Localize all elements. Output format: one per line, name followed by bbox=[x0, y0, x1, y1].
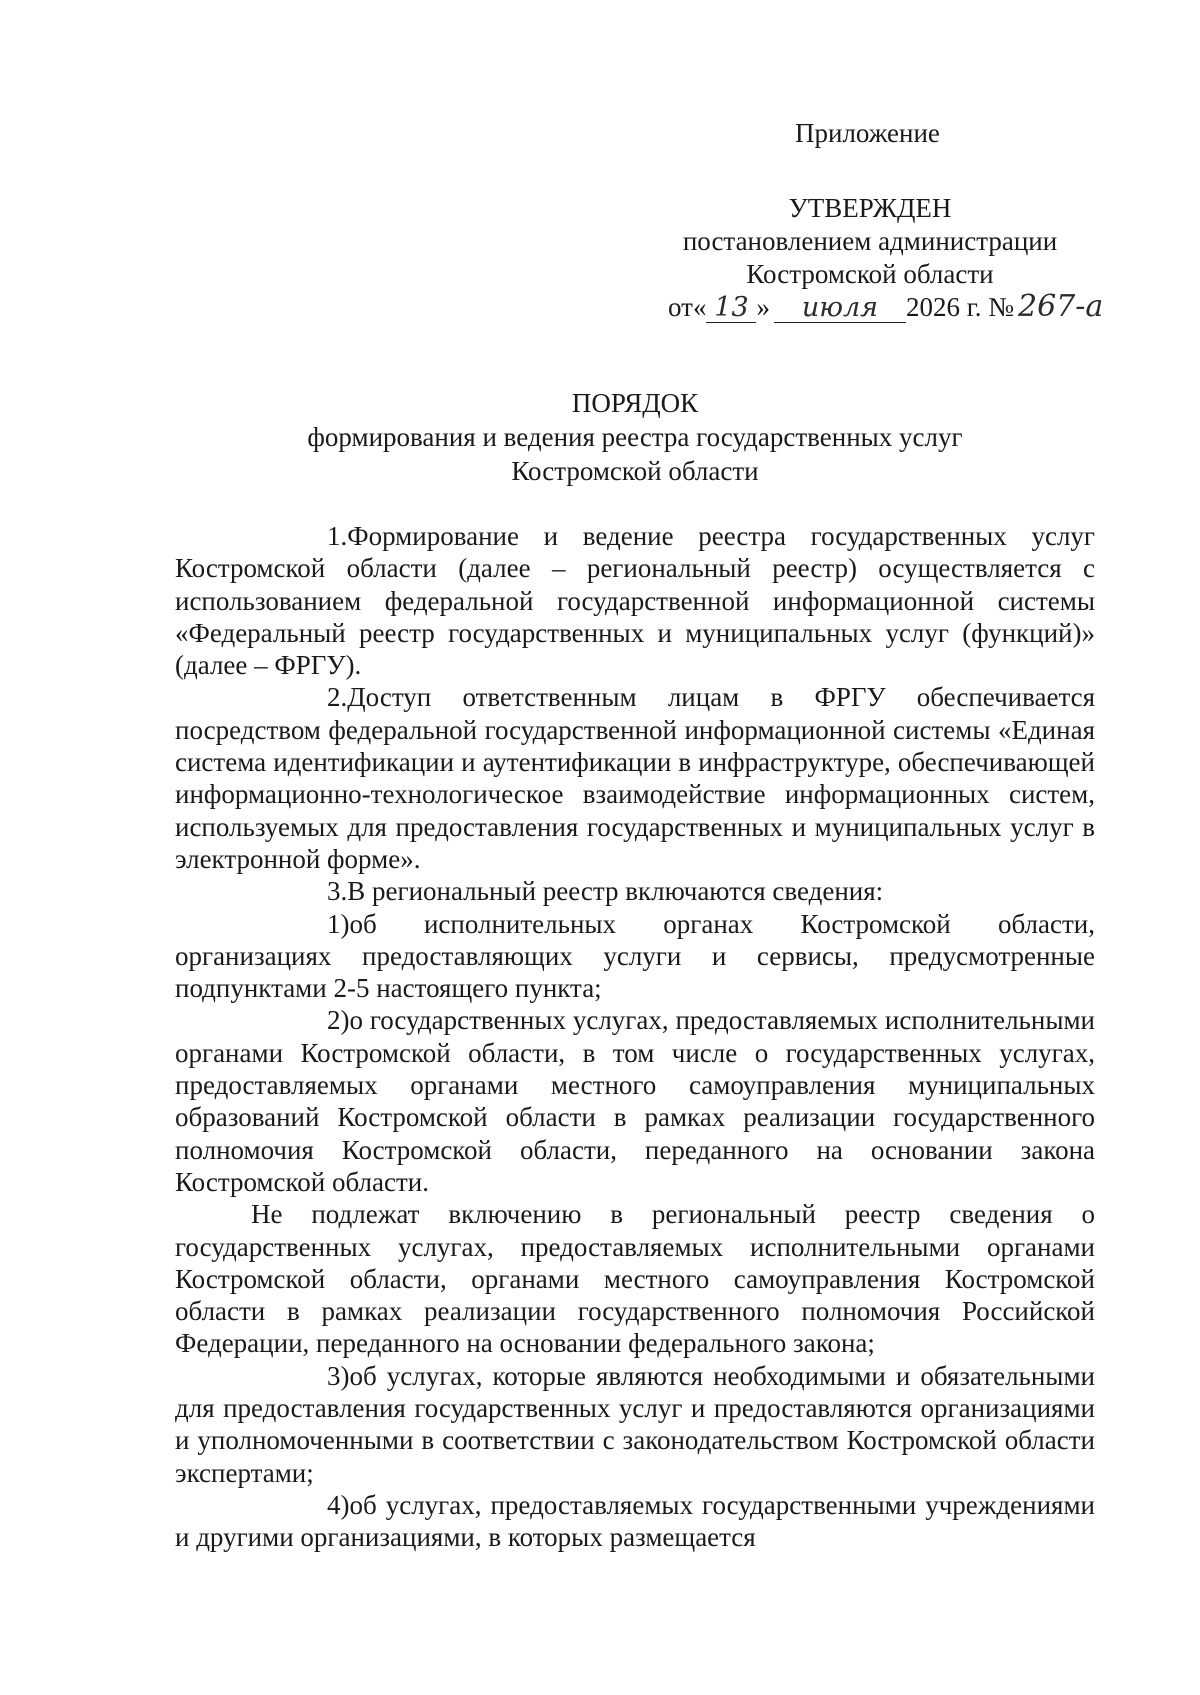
handwritten-month: июля bbox=[774, 294, 906, 323]
date-mid: » bbox=[756, 292, 770, 322]
subitem-3 bbox=[175, 1360, 1095, 1489]
document-title bbox=[175, 386, 1095, 488]
paragraph-number: 1. bbox=[327, 521, 348, 551]
subitem-1 bbox=[175, 908, 1095, 1005]
paragraph-3 bbox=[175, 875, 1095, 907]
handwritten-number: 267-а bbox=[1018, 289, 1104, 324]
subitem-text: об услугах, предоставляемых государственными учреждениями и другими организациями, в которых размещается bbox=[175, 1489, 1095, 1553]
approved-by-line2: Костромской области bbox=[746, 259, 994, 289]
appendix-label: Приложение bbox=[795, 118, 940, 148]
approved-heading: УТВЕРЖДЕН bbox=[788, 193, 952, 223]
paragraph-number: 3. bbox=[327, 876, 348, 907]
approval-block bbox=[660, 192, 1104, 324]
date-year: 2026 г. № bbox=[905, 292, 1014, 322]
handwritten-day: 13 bbox=[706, 294, 756, 323]
paragraph-number: 2. bbox=[327, 682, 348, 713]
date-prefix: от« bbox=[668, 292, 707, 322]
title-main: ПОРЯДОК bbox=[571, 388, 699, 418]
subitem-number: 2) bbox=[327, 1005, 350, 1036]
approval-date-line bbox=[668, 289, 1104, 324]
exclusion-paragraph: Не подлежат включению в региональный реестр сведения о государственных услугах, предоставляемых исполнительными органами Костромской области, органами местного самоуправления Костромской области в рамках реализации государственного полномочия Российской Федерации, переданного на основании федерального закона; bbox=[175, 1199, 1095, 1359]
paragraph-2 bbox=[175, 681, 1095, 875]
subitem-number: 3) bbox=[327, 1360, 350, 1391]
title-sub-line1: формирования и ведения реестра государственных услуг bbox=[307, 422, 963, 452]
title-sub-line2: Костромской области bbox=[511, 456, 759, 486]
subitem-4 bbox=[175, 1489, 1095, 1554]
paragraph-text: Доступ ответственным лицам в ФРГУ обеспечивается посредством федеральной государственной информационной системы «Единая система идентификации и аутентификации в инфраструктуре, обеспечивающей информационно-технологическое взаимодействие информационных систем, используемых для предоставления государственных и муниципальных услуг в электронной форме». bbox=[175, 682, 1095, 874]
approved-by-line1: постановлением администрации bbox=[682, 226, 1058, 256]
paragraph-text: В региональный реестр включаются сведения: bbox=[347, 876, 884, 907]
subitem-number: 4) bbox=[327, 1489, 350, 1520]
paragraph-1 bbox=[175, 520, 1095, 681]
subitem-text: о государственных услугах, предоставляемых исполнительными органами Костромской области, в том числе о государственных услугах, предоставляемых органами местного самоуправления муниципальных образований Костромской области в рамках реализации государственного полномочия Костромской области, переданного на основании закона Костромской области. bbox=[175, 1005, 1095, 1197]
paragraph-text: Формирование и ведение реестра государственных услуг Костромской области (далее – региональный реестр) осуществляется с использованием федеральной государственной информационной системы «Федеральный реестр государственных и муниципальных услуг (функций)» (далее – ФРГУ). bbox=[175, 521, 1095, 681]
subitem-text: об услугах, которые являются необходимыми и обязательными для предоставления государственных услуг и предоставляются организациями и уполномоченными в соответствии с законодательством Костромской области экспертами; bbox=[175, 1360, 1095, 1488]
document-body bbox=[175, 520, 1095, 1554]
subitem-2 bbox=[175, 1004, 1095, 1198]
subitem-text: об исполнительных органах Костромской области, организациях предоставляющих услуги и сервисы, предусмотренные подпунктами 2-5 настоящего пункта; bbox=[175, 908, 1095, 1004]
subitem-number: 1) bbox=[327, 908, 350, 939]
